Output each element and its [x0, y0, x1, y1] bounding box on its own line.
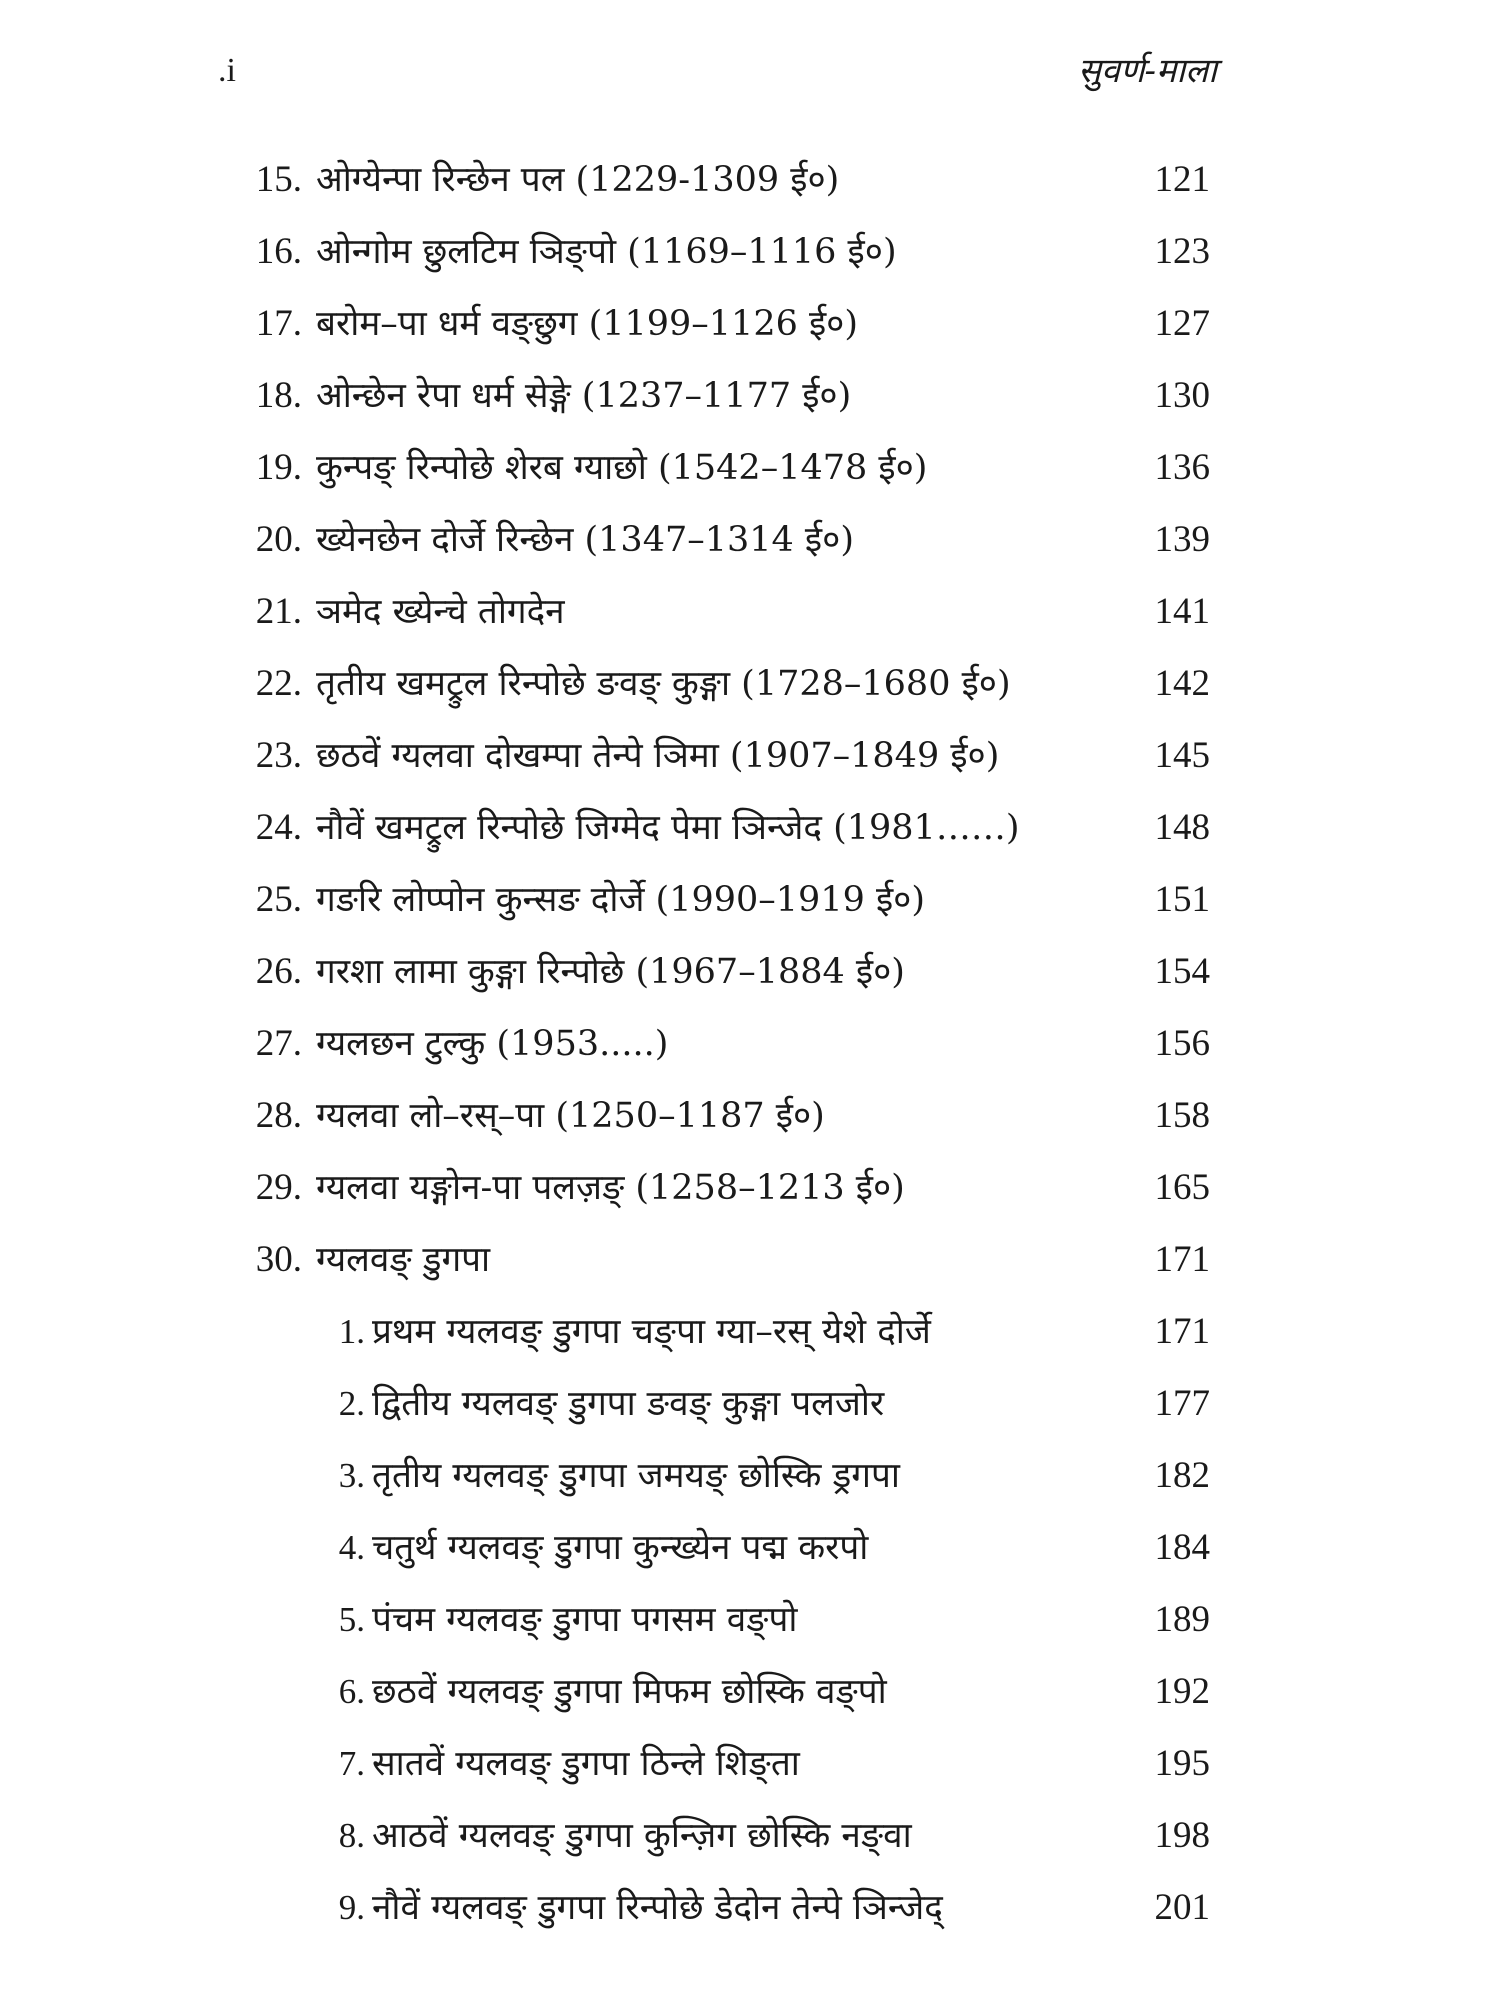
entry-title: बरोम–पा धर्म वङ्छुग (1199–1126 ई०): [316, 304, 859, 344]
entry-title: ख्येनछेन दोर्जे रिन्छेन (1347–1314 ई०): [316, 520, 854, 560]
entry-number: 25.: [255, 879, 302, 920]
entry-page-number: 148: [1154, 807, 1210, 848]
entry-page-number: 142: [1154, 663, 1210, 704]
entry-number: 15.: [255, 159, 302, 200]
toc-entry: [230, 720, 1210, 792]
toc-entry: [230, 216, 1210, 288]
entry-title: चतुर्थ ग्यलवङ् डुगपा कुन्ख्येन पद्म करपो: [372, 1528, 869, 1568]
entry-number: 17.: [255, 303, 302, 344]
entry-number: 6.: [338, 1672, 365, 1711]
entry-title: सातवें ग्यलवङ् डुगपा ठिन्ले शिङ्ता: [372, 1744, 800, 1784]
entry-page-number: 184: [1154, 1527, 1210, 1568]
entry-title: छठवें ग्यलवङ् डुगपा मिफम छोस्कि वङ्पो: [372, 1672, 887, 1712]
entry-title: प्रथम ग्यलवङ् डुगपा चङ्पा ग्या–रस् येशे दोर्जे: [372, 1312, 931, 1352]
toc-entry: [230, 432, 1210, 504]
entry-page-number: 177: [1154, 1383, 1210, 1424]
page-number: .i: [218, 52, 236, 89]
toc-entry: [230, 792, 1210, 864]
entry-number: 16.: [255, 231, 302, 272]
entry-title: पंचम ग्यलवङ् डुगपा पगसम वङ्पो: [372, 1600, 798, 1640]
toc-entry: [230, 864, 1210, 936]
toc-subentry: [230, 1872, 1210, 1944]
entry-number: 20.: [255, 519, 302, 560]
toc-entry: [230, 1008, 1210, 1080]
entry-title: द्वितीय ग्यलवङ् डुगपा ङवङ् कुङ्गा पलजोर: [372, 1384, 885, 1424]
entry-page-number: 123: [1154, 231, 1210, 272]
entry-number: 23.: [255, 735, 302, 776]
entry-number: 1.: [338, 1312, 365, 1351]
entry-number: 7.: [338, 1744, 365, 1783]
entry-title: कुन्पङ् रिन्पोछे शेरब ग्याछो (1542–1478 ई०): [316, 448, 928, 488]
entry-title: तृतीय ग्यलवङ् डुगपा जमयङ् छोस्कि ड्रगपा: [372, 1456, 900, 1496]
entry-number: 19.: [255, 447, 302, 488]
entry-title: ओग्येन्पा रिन्छेन पल (1229-1309 ई०): [316, 160, 840, 200]
toc-entry: [230, 936, 1210, 1008]
entry-number: 9.: [338, 1888, 365, 1927]
entry-number: 28.: [255, 1095, 302, 1136]
entry-page-number: 121: [1154, 159, 1210, 200]
toc-subentry: [230, 1584, 1210, 1656]
entry-title: ग्यलवङ् डुगपा: [316, 1240, 491, 1280]
entry-number: 3.: [338, 1456, 365, 1495]
entry-title: नौवें ग्यलवङ् डुगपा रिन्पोछे डेदोन तेन्पे ञिन्जेद्: [372, 1888, 943, 1928]
entry-title: नौवें खमट्रुल रिन्पोछे जिग्मेद पेमा ञिन्जेद (1981……): [316, 808, 1020, 848]
entry-title: आठवें ग्यलवङ् डुगपा कुन्ज़िग छोस्कि नङ्वा: [372, 1816, 912, 1856]
entry-number: 29.: [255, 1167, 302, 1208]
toc-entry: [230, 288, 1210, 360]
toc-entry: [230, 1152, 1210, 1224]
entry-page-number: 201: [1154, 1887, 1210, 1928]
toc-entry: [230, 1080, 1210, 1152]
entry-page-number: 158: [1154, 1095, 1210, 1136]
entry-title: ग्यलवा लो–रस्–पा (1250–1187 ई०): [316, 1096, 825, 1136]
entry-number: 27.: [255, 1023, 302, 1064]
entry-title: ग्यलछन टुल्कु (1953.....): [316, 1024, 669, 1064]
entry-page-number: 130: [1154, 375, 1210, 416]
entry-page-number: 195: [1154, 1743, 1210, 1784]
toc-subentry: [230, 1656, 1210, 1728]
entry-page-number: 127: [1154, 303, 1210, 344]
entry-title: ग्यलवा यङ्गोन-पा पलज़ङ् (1258–1213 ई०): [316, 1168, 905, 1208]
entry-page-number: 156: [1154, 1023, 1210, 1064]
entry-title: ओन्छेन रेपा धर्म सेङ्गे (1237–1177 ई०): [316, 376, 852, 416]
running-title: सुवर्ण-माला: [1078, 51, 1217, 91]
table-of-contents: [230, 144, 1210, 1944]
toc-subentry: [230, 1800, 1210, 1872]
entry-page-number: 171: [1154, 1311, 1210, 1352]
toc-entry: [230, 360, 1210, 432]
entry-page-number: 154: [1154, 951, 1210, 992]
entry-number: 4.: [338, 1528, 365, 1567]
entry-number: 30.: [255, 1239, 302, 1280]
entry-number: 18.: [255, 375, 302, 416]
toc-entry: [230, 576, 1210, 648]
entry-page-number: 189: [1154, 1599, 1210, 1640]
toc-entry: [230, 144, 1210, 216]
entry-page-number: 198: [1154, 1815, 1210, 1856]
entry-page-number: 141: [1154, 591, 1210, 632]
entry-title: ञमेद ख्येन्चे तोगदेन: [316, 592, 565, 632]
entry-page-number: 151: [1154, 879, 1210, 920]
entry-number: 24.: [255, 807, 302, 848]
entry-number: 22.: [255, 663, 302, 704]
entry-title: ओन्गोम छुलटिम ञिङ्पो (1169–1116 ई०): [316, 232, 897, 272]
entry-page-number: 165: [1154, 1167, 1210, 1208]
entry-number: 26.: [255, 951, 302, 992]
toc-entry: [230, 648, 1210, 720]
entry-page-number: 136: [1154, 447, 1210, 488]
entry-page-number: 182: [1154, 1455, 1210, 1496]
entry-number: 2.: [338, 1384, 365, 1423]
toc-entry: [230, 504, 1210, 576]
entry-title: तृतीय खमट्रुल रिन्पोछे ङवङ् कुङ्गा (1728–1680 ई०): [316, 664, 1011, 704]
entry-title: छठवें ग्यलवा दोखम्पा तेन्पे ञिमा (1907–1849 ई०): [316, 736, 1000, 776]
toc-subentry: [230, 1296, 1210, 1368]
entry-page-number: 145: [1154, 735, 1210, 776]
toc-subentry: [230, 1440, 1210, 1512]
entry-title: गरशा लामा कुङ्गा रिन्पोछे (1967–1884 ई०): [316, 952, 905, 992]
toc-entry: [230, 1224, 1210, 1296]
entry-number: 8.: [338, 1816, 365, 1855]
toc-subentry: [230, 1368, 1210, 1440]
entry-page-number: 139: [1154, 519, 1210, 560]
entry-title: गङरि लोप्पोन कुन्सङ दोर्जे (1990–1919 ई०): [316, 880, 926, 920]
entry-number: 21.: [255, 591, 302, 632]
entry-page-number: 171: [1154, 1239, 1210, 1280]
toc-subentry: [230, 1728, 1210, 1800]
entry-page-number: 192: [1154, 1671, 1210, 1712]
entry-number: 5.: [338, 1600, 365, 1639]
toc-subentry: [230, 1512, 1210, 1584]
